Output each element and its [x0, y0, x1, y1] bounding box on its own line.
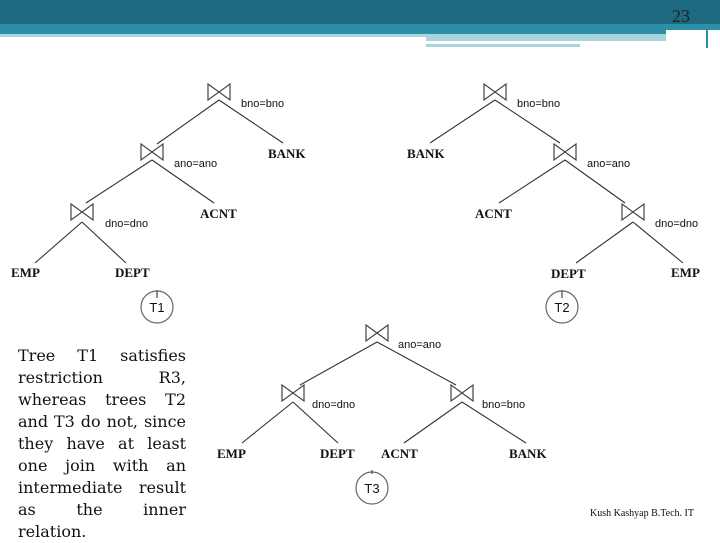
- join-condition: dno=dno: [312, 399, 356, 411]
- tree-label-t2: T2: [554, 300, 570, 315]
- join-icon: [622, 204, 644, 220]
- join-icon: [484, 84, 506, 100]
- join-icon: [71, 204, 93, 220]
- relation-emp: EMP: [11, 265, 40, 280]
- tree-label-t3: T3: [364, 481, 380, 496]
- join-icon: [451, 385, 473, 401]
- join-condition: ano=ano: [398, 339, 442, 351]
- footer-author: Kush Kashyap B.Tech. IT: [590, 508, 694, 519]
- relation-dept: DEPT: [115, 265, 150, 280]
- relation-emp: EMP: [217, 446, 246, 461]
- join-icon: [554, 144, 576, 160]
- relation-bank: BANK: [509, 446, 547, 461]
- caption-text: Tree T1 satisfies restriction R3, whereas trees T2 and T3 do not, since they have at least one join with an intermediate result as the inner relation.: [18, 346, 186, 541]
- relation-acnt: ACNT: [200, 206, 237, 221]
- join-condition: bno=bno: [241, 98, 285, 110]
- join-condition: bno=bno: [517, 98, 561, 110]
- join-icon: [141, 144, 163, 160]
- relation-dept: DEPT: [551, 266, 586, 281]
- relation-dept: DEPT: [320, 446, 355, 461]
- relation-acnt: ACNT: [381, 446, 418, 461]
- tree-t1: [35, 100, 283, 298]
- relation-emp: EMP: [671, 265, 700, 280]
- join-icon: [208, 84, 230, 100]
- join-icon: [366, 325, 388, 341]
- slide-number: 23: [672, 6, 690, 26]
- relation-bank: BANK: [407, 146, 445, 161]
- join-condition: ano=ano: [587, 158, 631, 170]
- join-condition: dno=dno: [105, 218, 149, 230]
- join-condition: ano=ano: [174, 158, 218, 170]
- relation-bank: BANK: [268, 146, 306, 161]
- join-icon: [282, 385, 304, 401]
- join-condition: dno=dno: [655, 218, 699, 230]
- relation-acnt: ACNT: [475, 206, 512, 221]
- join-condition: bno=bno: [482, 399, 526, 411]
- tree-label-t1: T1: [149, 300, 165, 315]
